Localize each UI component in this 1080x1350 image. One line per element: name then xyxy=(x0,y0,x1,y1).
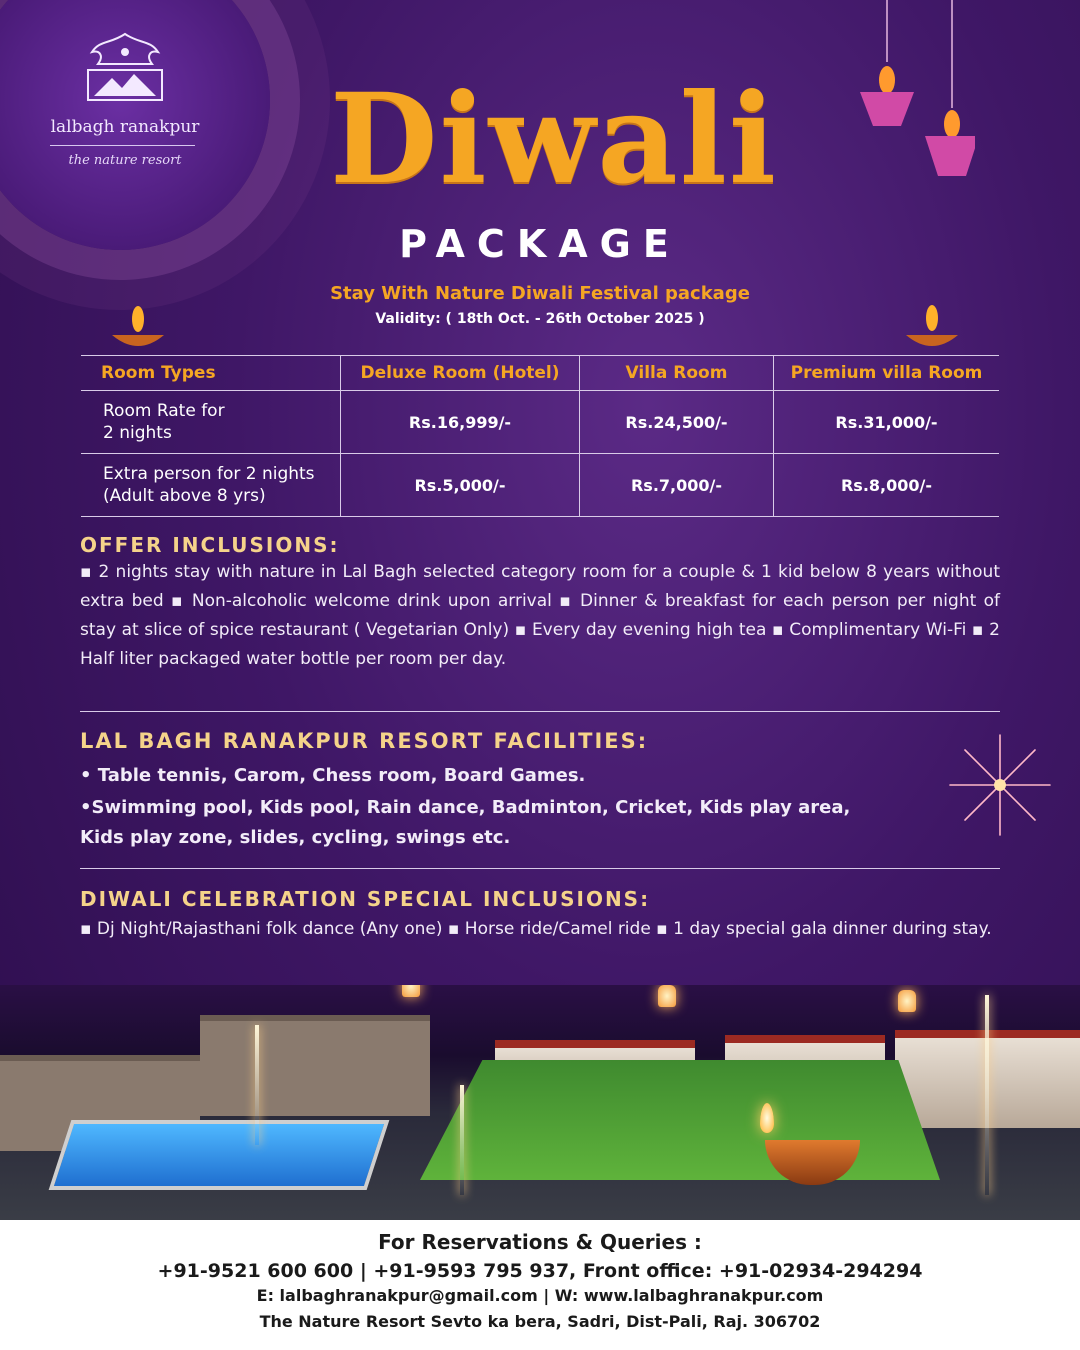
price-cell: Rs.5,000/- xyxy=(341,454,580,517)
row-label-line-1: Room Rate for xyxy=(103,401,225,421)
room-rate-table xyxy=(81,355,999,517)
celebration-heading: DIWALI CELEBRATION SPECIAL INCLUSIONS: xyxy=(80,887,651,911)
brand-subtitle: the nature resort xyxy=(68,153,182,168)
left-diya-icon xyxy=(108,305,168,355)
facilities-heading: LAL BAGH RANAKPUR RESORT FACILITIES: xyxy=(80,729,649,753)
resort-photo xyxy=(0,985,1080,1220)
facility-item: • Table tennis, Carom, Chess room, Board Games. xyxy=(80,765,586,786)
price-cell: Rs.31,000/- xyxy=(774,391,1000,454)
fountain-firework xyxy=(255,1025,259,1145)
header-deluxe-room: Deluxe Room (Hotel) xyxy=(341,356,580,391)
hero-title: Diwali xyxy=(330,67,778,212)
brand-name: lalbagh ranakpur xyxy=(50,117,200,137)
table-row xyxy=(81,454,999,517)
row-label xyxy=(81,391,341,454)
header-premium-villa-room: Premium villa Room xyxy=(774,356,1000,391)
validity-text: Validity: ( 18th Oct. - 26th October 2025 ) xyxy=(375,311,705,327)
row-label-line-2: 2 nights xyxy=(103,423,172,443)
header-villa-room: Villa Room xyxy=(580,356,774,391)
hanging-diya-icon xyxy=(855,0,975,190)
sky-lantern-icon xyxy=(898,990,916,1012)
row-label-line-1: Extra person for 2 nights xyxy=(103,464,315,484)
sky-lantern-icon xyxy=(658,985,676,1007)
footer xyxy=(0,1220,1080,1350)
offer-heading: OFFER INCLUSIONS: xyxy=(80,533,340,557)
facility-item: •Swimming pool, Kids pool, Rain dance, Badminton, Cricket, Kids play area, Kids play zone, slides, cycling, swings etc. xyxy=(80,797,851,848)
row-label-line-2: (Adult above 8 yrs) xyxy=(103,486,266,506)
brand-divider xyxy=(50,145,195,146)
footer-address: The Nature Resort Sevto ka bera, Sadri, Dist-Pali, Raj. 306702 xyxy=(259,1312,821,1331)
footer-phones[interactable]: +91-9521 600 600 | +91-9593 795 937, Front office: +91-02934-294294 xyxy=(157,1260,923,1282)
divider xyxy=(80,868,1000,869)
footer-contact[interactable]: E: lalbaghranakpur@gmail.com | W: www.lalbaghranakpur.com xyxy=(256,1286,824,1305)
building xyxy=(200,1015,430,1116)
resort-crest-icon xyxy=(70,30,180,110)
table-header-row xyxy=(81,356,999,391)
firework-icon xyxy=(945,730,1055,840)
celebration-body: ▪ Dj Night/Rajasthani folk dance (Any one) ▪ Horse ride/Camel ride ▪ 1 day special gala dinner during stay. xyxy=(80,919,992,939)
fountain-firework xyxy=(460,1085,464,1195)
price-cell: Rs.8,000/- xyxy=(774,454,1000,517)
swimming-pool xyxy=(49,1120,390,1190)
right-diya-icon xyxy=(902,303,962,355)
lawn xyxy=(420,1060,940,1180)
hero-subtitle: PACKAGE xyxy=(399,222,681,266)
offer-body: ▪ 2 nights stay with nature in Lal Bagh selected category room for a couple & 1 kid below 8 years without extra bed ▪ Non-alcoholic welcome drink upon arrival ▪ Dinner & breakfast for each person per night of stay at slice of spice restaurant ( Vegetarian Only) ▪ Every day evening high tea ▪ Complimentary Wi-Fi ▪ 2 Half liter packaged water bottle per room per day. xyxy=(80,562,1000,669)
price-cell: Rs.24,500/- xyxy=(580,391,774,454)
footer-heading: For Reservations & Queries : xyxy=(378,1230,702,1254)
price-cell: Rs.16,999/- xyxy=(341,391,580,454)
table-row xyxy=(81,391,999,454)
fountain-firework xyxy=(985,995,989,1195)
row-label xyxy=(81,454,341,517)
header-room-types: Room Types xyxy=(81,356,341,391)
hero-tagline: Stay With Nature Diwali Festival package xyxy=(330,283,750,304)
sky-lantern-icon xyxy=(402,985,420,997)
price-cell: Rs.7,000/- xyxy=(580,454,774,517)
divider xyxy=(80,711,1000,712)
